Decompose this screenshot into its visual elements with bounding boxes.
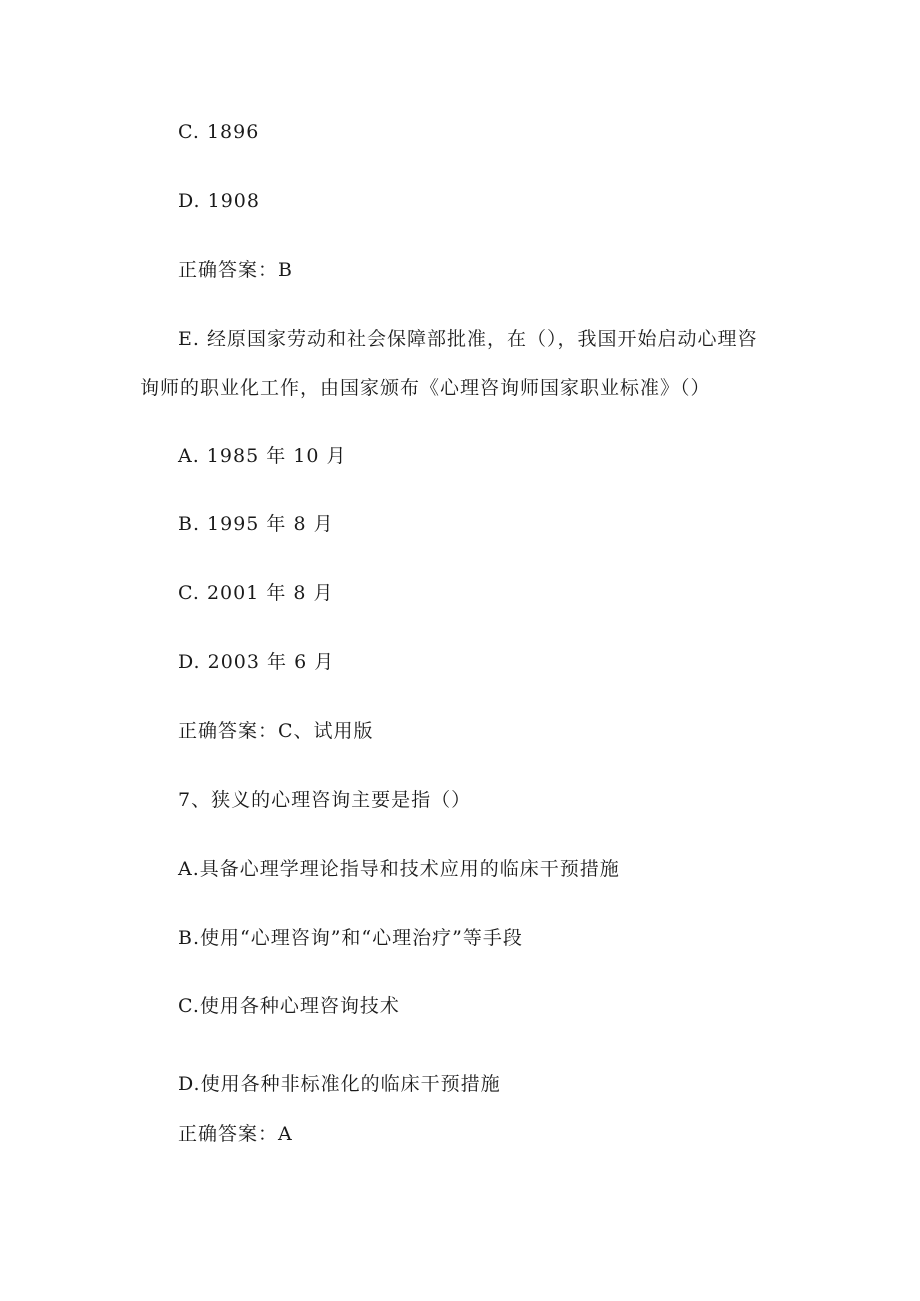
qe-option-c: C. 2001 年 8 月 xyxy=(178,582,334,604)
q6-option-c: C. 1896 xyxy=(178,121,260,143)
qe-answer: 正确答案：C、试用版 xyxy=(178,720,374,742)
q7-option-b: B.使用“心理咨询”和“心理治疗”等手段 xyxy=(178,927,523,949)
q7-option-c: C.使用各种心理咨询技术 xyxy=(178,995,400,1017)
q7-option-a: A.具备心理学理论指导和技术应用的临床干预措施 xyxy=(178,858,620,880)
q7-question: 7、狭义的心理咨询主要是指（） xyxy=(178,789,472,811)
qe-option-a: A. 1985 年 10 月 xyxy=(178,445,347,467)
qe-question-line-2: 询师的职业化工作，由国家颁布《心理咨询师国家职业标准》（） xyxy=(140,377,711,399)
q6-option-d: D. 1908 xyxy=(178,190,260,212)
qe-question-line-1: E. 经原国家劳动和社会保障部批准，在（），我国开始启动心理咨 xyxy=(178,328,758,350)
q7-answer: 正确答案：A xyxy=(178,1123,293,1145)
qe-option-b: B. 1995 年 8 月 xyxy=(178,513,334,535)
qe-option-d: D. 2003 年 6 月 xyxy=(178,651,335,673)
q7-option-d: D.使用各种非标准化的临床干预措施 xyxy=(178,1073,501,1095)
q6-answer: 正确答案：B xyxy=(178,259,293,281)
